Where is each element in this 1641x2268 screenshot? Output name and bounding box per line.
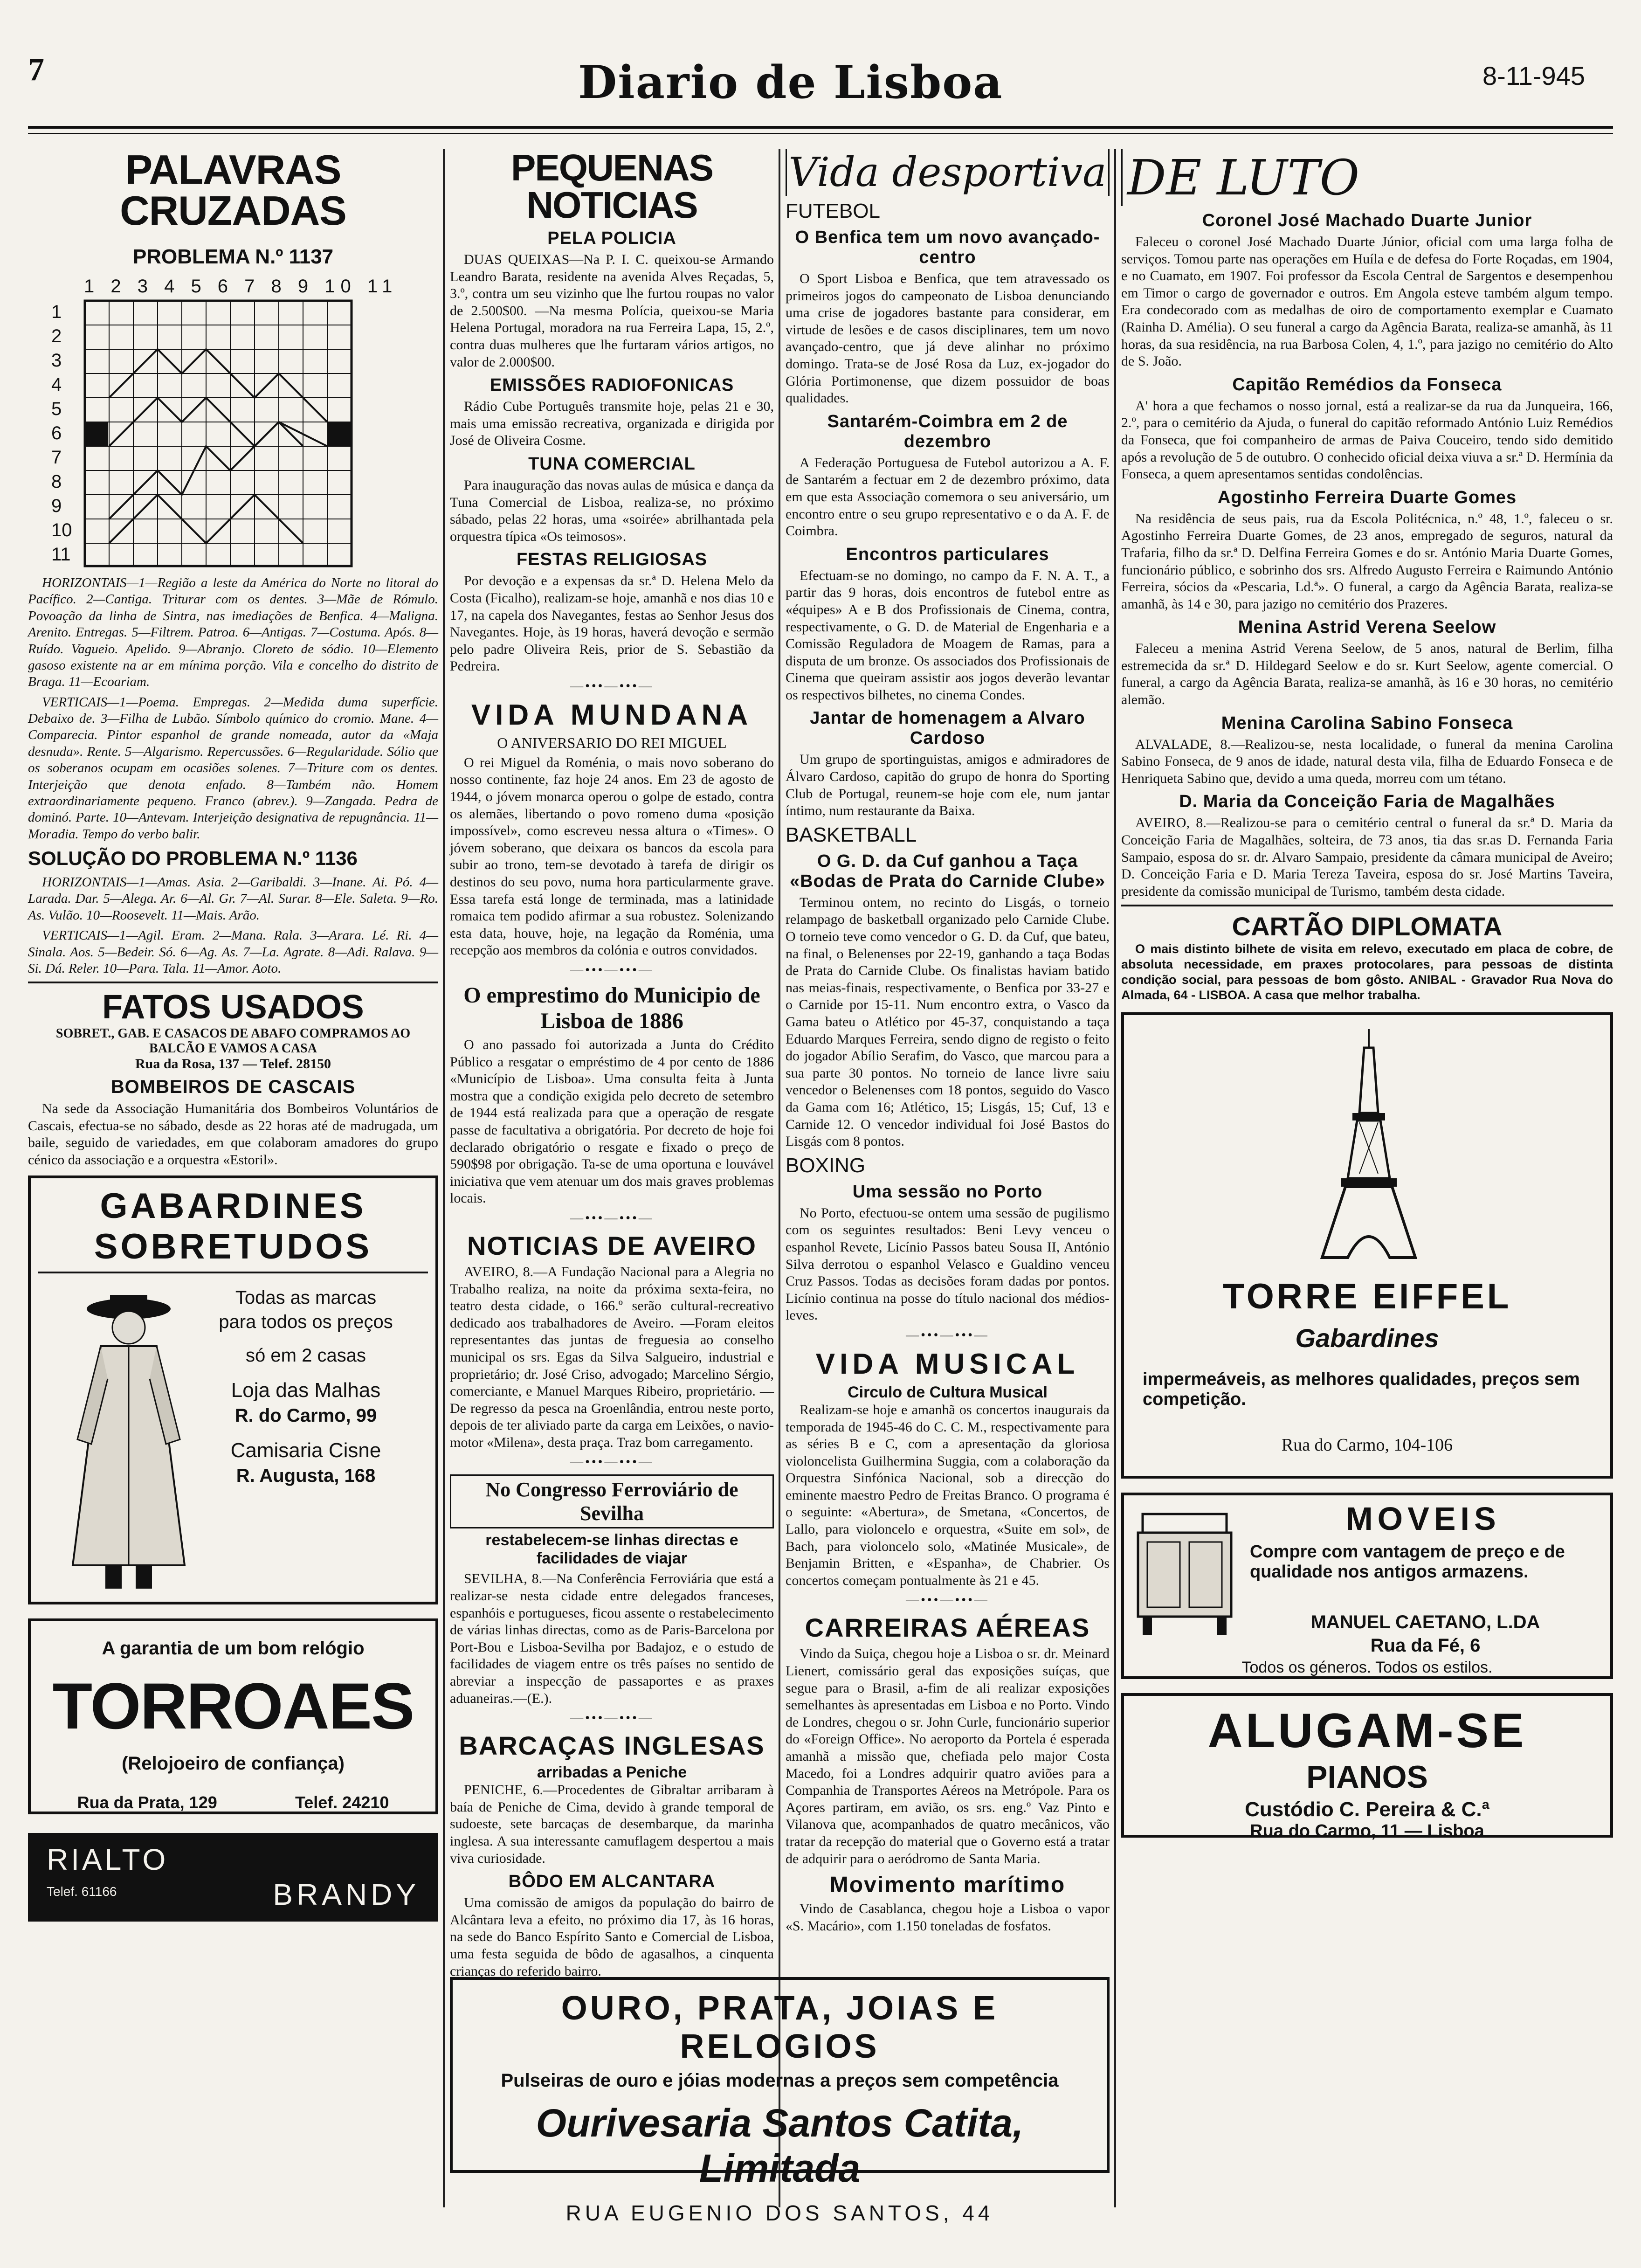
ornament-divider: —•••—•••— [570,678,654,693]
ornament-divider: —•••—•••— [906,1328,989,1342]
barcacas-subhead: arribadas a Peniche [537,1763,687,1782]
cuf-headline: O G. D. da Cuf ganhou a Taça «Bodas de Prata do Carnide Clube» [789,851,1106,891]
obituary-4-headline: Menina Astrid Verena Seelow [1238,617,1496,637]
obituary-4-body: Faleceu a menina Astrid Verena Seelow, de 5 anos, natural de Berlim, filha estremecida da sr.ª D. Hildegard Seelow e do sr. Kurt Seelow, agente comercial. O funeral, a cargo da Agência Barata, realiza-se amanhã, às 16 e 30 horas, no cemitério alemão. [1121,641,1613,708]
gabardines-text2: só em 2 casas [246,1345,366,1366]
bombeiros-headline: BOMBEIROS DE CASCAIS [110,1077,356,1098]
crossword-grid [84,300,354,568]
rialto-ad [28,1833,438,1922]
cartao-title: CARTÃO DIPLOMATA [1232,912,1503,941]
ornament-divider: —•••—•••— [570,1210,654,1225]
ourivesaria-ad [450,1977,1110,2225]
maritimo-headline: Movimento marítimo [829,1873,1066,1898]
obituary-3-headline: Agostinho Ferreira Duarte Gomes [1217,487,1517,507]
fatos-ad-address: Rua da Rosa, 137 — Telef. 28150 [135,1056,331,1072]
solution-horizontais: HORIZONTAIS—1—Amas. Asia. 2—Garibaldi. 3—Inane. Ai. Pó. 4—Larada. Dar. 5—Alega. Ar. 6—Al. Gr. 7—Al. Surar. 8—Ele. Saleta. 9—Ro. As. Vulão. 10—Roosevelt. 11—Mais. Arão. [28,875,438,923]
moveis-footer: Todos os géneros. Todos os estilos. [1241,1659,1493,1677]
gabardines-text: Todas as marcas para todos os preços [219,1287,393,1332]
bodo-headline: BÔDO EM ALCANTARA [508,1872,716,1892]
shop2-name: Camisaria Cisne [230,1438,381,1462]
ourivesaria-line4: RUA EUGENIO DOS SANTOS, 44 [565,2201,994,2225]
ornament-divider: —•••—•••— [906,1593,989,1608]
crossword-row-numbers: 1 2 3 4 5 6 7 8 9 10 11 [51,302,72,565]
column-separator [443,149,445,2207]
emprestimo-headline: O emprestimo do Municipio de Lisboa de 1886 [463,983,760,1033]
eiffel-tower-illustration [1320,1029,1418,1262]
obituary-3-body: Na residência de seus pais, rua da Escola Politécnica, n.º 48, 1.º, faleceu o sr. Agostinho Ferreira Duarte Gomes, de 23 anos, empregado de seguros, natural da Trafaria, filho da sr.ª D. Delfina Ferreira Gomes e do sr. António Maria Duarte Gomes, funcionário público, e sobrinho dos srs. Alfredo Augusto Ferreira e Raimundo António Ferreira, sócios da «Pescaria, Ld.ª». O funeral, a cargo da Agência Barata, realiza-se amanhã, às 14 e 30, para jazigo no cemitério dos Prazeres. [1121,511,1613,612]
column-de-luto [1121,149,1613,2193]
obituary-5-headline: Menina Carolina Sabino Fonseca [1221,713,1513,733]
moveis-ad [1121,1493,1613,1679]
page-number: 7 [28,52,44,88]
column-separator [1114,149,1116,2207]
congresso-subhead: restabelecem-se linhas directas e facilidades de viajar [485,1531,738,1568]
jantar-headline: Jantar de homenagem a Alvaro Cardoso [810,708,1085,748]
torroaes-phone: Telef. 24210 [295,1792,389,1812]
obituary-6-body: AVEIRO, 8.—Realizou-se para o cemitério central o funeral da sr.ª D. Maria da Conceição Faria de Magalhães, solteira, de 73 anos, tia das sr.as D. Fernanda Faria Sampaio, esposa do sr. dr. Alvaro Sampaio, presidente da câmara municipal de Aveiro; D. Conceição Faria e D. Maria Tereza Taveira, esposa do sr. José Martins Taveira, presidente da comissão municipal de Turismo, também desta cidade. [1121,815,1613,899]
rialto-brandy: BRANDY [273,1877,420,1911]
santarem-body: A Federação Portuguesa de Futebol autorizou a A. F. de Santarém a fectuar em 2 de dezembro próximo, data em que esta Associação comemora o seu aniversário, um encontro entre o seu grupo representativo e o da A. F. de Coimbra. [786,455,1110,539]
porto-body: No Porto, efectuou-se ontem uma sessão de pugilismo com os seguintes resultados: Beni Levy venceu o espanhol Revete, Licínio Passos bateu Sousa II, António Silva derrotou o espanhol Velasco e Gualdino venceu Cruz Passos. Todas as decisões foram dadas por pontos. Licínio continua na posse do título nacional dos médios-leves. [786,1205,1110,1323]
alugam-company: Custódio C. Pereira & C.ª [1245,1798,1489,1821]
porto-headline: Uma sessão no Porto [852,1182,1043,1202]
fatos-ad-title: FATOS USADOS [102,989,364,1026]
santarem-headline: Santarém-Coimbra em 2 de dezembro [827,411,1068,451]
encontros-body: Efectuam-se no domingo, no campo da F. N. A. T., a partir das 9 horas, dois encontros de futebol entre as «équipes» A e B dos Profissionais de Cinema, contra, respectivamente, o G. D. de Material de Engenharia e a Comissão Reguladora de Moagem de Ramas, para a disputa de um bronze. Os associados dos Profissionais de Cinema que queiram assistir aos jogos deverão levantar os respectivos bilhetes, no cinema Condes. [786,567,1110,703]
vida-desportiva-title: Vida desportiva [786,149,1110,196]
torroaes-address: Rua da Prata, 129 [77,1792,217,1812]
emprestimo-body: O ano passado foi autorizada a Junta do Crédito Público a resgatar o empréstimo de 4 por cento de 1886 «Município de Lisboa». Uma consulta feita à Junta mostra que a condição exigida pelo decreto de setembro de 1944 está realizada para que a operação de resgate passe de facultativa a obrigatória. Por decreto de hoje foi declarado obrigatório o resgate e fixado o preço de 590$98 por obrigação. Ta-se de uma oportuna e louvável iniciativa que vem atenuar um dos mais graves problemas locais. [450,1037,774,1206]
mundana-body: O rei Miguel da Roménia, o mais novo soberano do nosso continente, faz hoje 24 anos. Em 23 de agosto de 1944, o jóvem monarca operou o golpe de estado, contra os alemães, libertando o povo romeno duma «posição impossível», como escreveu nessa altura o «Times». O jóvem soberano, que deixara os bancos da escola para subir ao trono, tem-se devotado à tarefa de dirigir os destinos do seu povo, numa hora particularmente grave. Essa tarefa está longe de terminada, mas a latinidade romaica tem podido afirmar a sua robustez. Solenizando esta data, houve, hoje, na legação da Roménia, uma recepção aos membros da colónia e outros convidados. [450,754,774,958]
boxing-section: BOXING [786,1154,866,1177]
shop1-address: R. do Carmo, 99 [234,1405,377,1426]
obituary-2-headline: Capitão Remédios da Fonseca [1232,374,1502,394]
ourivesaria-line1: OURO, PRATA, JOIAS E RELOGIOS [561,1990,999,2065]
congresso-headline: No Congresso Ferroviário de Sevilha [450,1474,774,1528]
crossword-title: PALAVRAS CRUZADAS [120,146,346,234]
cartao-body: O mais distinto bilhete de visita em relevo, executado em placa de cobre, de absoluta necessidade, em praxes protocolares, para pessoas de distinta condição social, para pessoas de bom gôsto. ANIBAL - Gravador Rua Nova do Almada, 64 - LISBOA. A casa que melhor trabalha. [1121,942,1613,1003]
aereas-body: Vindo da Suiça, chegou hoje a Lisboa o sr. dr. Meinard Lienert, comissário geral das exposições suíças, que segue para o Brasil, a-fim de ali realizar exposições semelhantes às apresentadas em Lisboa e no Porto. Vindo de Londres, chegou o sr. John Curle, funcionário superior do «Foreign Office». No aeroporto da Portela é esperada amanhã a missão que, chefiada pelo major Costa Macedo, foi a Londres adquirir quatro aviões para a Companhia de Transportes Aéreos na Metrópole. Para os Açores partiram, em avião, os srs. eng.º Vaz Pinto e Vilanova que, acompanhados de quatro mecânicos, vão tratar da recepção do material que o Governo está a tratar de adquirir para o aeródromo de Santa Maria. [786,1646,1110,1867]
torroaes-tagline: A garantia de um bom relógio [102,1638,365,1659]
congresso-body: SEVILHA, 8.—Na Conferência Ferroviária que está a realizar-se nesta cidade entre delegados franceses, espanhóis e portugueses, ficou assente o restabelecimento de várias linhas directas, como as de Paris-Barcelona por Port-Bou e Lisboa-Sevilha por Badajoz, e o estudo de facilidades de viagem entre os três países no sentido de abreviar a inspecção de passaportes e as praxes aduaneiras.—(E.). [450,1571,774,1706]
musical-headline: VIDA MUSICAL [815,1348,1080,1380]
furniture-illustration [1133,1509,1236,1640]
tuna-body: Para inauguração das novas aulas de música e dança da Tuna Comercial de Lisboa, realiza-se, no próximo sábado, pelas 22 horas, uma «soirée» abrilhantada pela orquestra típica «Os teimosos». [450,477,774,544]
aereas-headline: CARREIRAS AÉREAS [805,1613,1090,1643]
obituary-6-headline: D. Maria da Conceição Faria de Magalhães [1179,792,1555,812]
aveiro-headline: NOTICIAS DE AVEIRO [467,1231,757,1260]
radio-body: Rádio Cube Português transmite hoje, pelas 21 e 30, mais uma emissão recreativa, organizada e dirigida por José de Oliveira Cosme. [450,399,774,449]
tuna-headline: TUNA COMERCIAL [528,454,696,474]
obituary-5-body: ALVALADE, 8.—Realizou-se, nesta localidade, o funeral da menina Carolina Sabino Fonseca, de 9 anos de idade, natural desta vila, filha de Eduardo Fonseca e de Henriqueta Sabino que, devido a uma queda, morreu com um tétano. [1121,736,1613,786]
encontros-headline: Encontros particulares [846,544,1049,564]
obituary-2-body: A' hora a que fechamos o nosso jornal, está a realizar-se da rua da Junqueira, 166, 2.º, para o cemitério da Ajuda, o funeral do capitão reformado António Luiz Remédios da Fonseca, que foi companheiro de armas de Paiva Couceiro, tendo sido demitido após a revolução de 5 de outubro. O conhecido oficial deixa viuva a sr.ª D. Hermínia da Fonseca, a quem apresentamos sentidas condolências. [1121,398,1613,482]
crossword-column-numbers: 1 2 3 4 5 6 7 8 9 10 11 [84,276,398,297]
barcacas-body: PENICHE, 6.—Procedentes de Gibraltar arribaram à baía de Peniche de Cima, devido à grande temporal de sudoeste, sete barcaças de desembarque, da marinha inglesa. A sua interessante camuflagem despertou a mais viva curiosidade. [450,1782,774,1866]
policia-headline: PELA POLICIA [547,228,676,248]
barcacas-headline: BARCAÇAS INGLESAS [459,1731,765,1761]
de-luto-title: DE LUTO [1121,149,1613,206]
torroaes-ad [28,1618,438,1814]
aveiro-body: AVEIRO, 8.—A Fundação Nacional para a Alegria no Trabalho realiza, na noite da próxima sexta-feira, no teatro desta cidade, o 166.º serão cultural-recreativo dedicado aos trabalhadores de Aveiro. —Foram eleitos representantes das juntas de freguesia ao conselho municipal os srs. Egas da Silva Salgueiro, industrial e proprietário; dr. José Criso, advogado; Marcelino Sérgio, comerciante, e Manuel Marques Ribeiro, proprietário. —De regresso da pesca na Groenlândia, entrou neste porto, depois de ter aliviado parte da carga em Leixões, o navio-motor «Milena», desta praça. Traz bom carregamento. [450,1264,774,1450]
ornament-divider: —•••—•••— [570,1711,654,1726]
policia-body: DUAS QUEIXAS—Na P. I. C. queixou-se Armando Leandro Barata, residente na avenida Alves Reçadas, 5, 3.º, contra um seu vizinho que lhe furtou roupas no valor de 2.500$00. —Na mesma Polícia, queixou-se Maria Helena Portugal, moradora na rua Ferreira Lapa, 15, 2.º, contra duas mulheres que lhe furtaram vários artigos, no valor de 2.000$00. [450,252,774,370]
eiffel-text: impermeáveis, as melhores qualidades, preços sem competição. [1143,1369,1580,1410]
torre-eiffel-ad [1121,1012,1613,1479]
festas-body: Por devoção e a expensas da sr.ª D. Helena Melo da Costa (Ficalho), realizam-se hoje, amanhã e nos dias 10 e 17, na capela dos Navegantes, festas ao Senhor Jesus dos Navegantes. Hoje, às 19 horas, haverá devoção e sermão pelo padre Oliveira Reis, prior de S. Sebastião da Pedreira. [450,573,774,674]
eiffel-title: TORRE EIFFEL [1222,1277,1512,1317]
ourivesaria-line2: Pulseiras de ouro e jóias modernas a preços sem competência [501,2070,1059,2091]
gabardines-title: GABARDINES [100,1186,366,1226]
mundana-headline: VIDA MUNDANA [471,698,753,731]
masthead-rule [28,126,1613,129]
benfica-body: O Sport Lisboa e Benfica, que tem atravessado os primeiros jogos do campeonato de Lisboa denunciando uma crise de jogadores bastante para considerar, em virtude de lesões e de casos disciplinares, tem um novo avançado-centro, que já deve alinhar no próximo domingo. Trata-se de José Rosa da Luz, ex-jogador do Glória Portimonense, que dizem possuidor de boas qualidades. [786,271,1110,406]
moveis-text: Compre com vantagem de preço e de qualidade nos antigos armazens. [1250,1542,1565,1582]
moveis-company: MANUEL CAETANO, L.DA [1310,1612,1540,1633]
musical-body: Realizam-se hoje e amanhã os concertos inaugurais da temporada de 1945-46 do C. C. M., respectivamente para as séries B e C, com a apresentação da gloriosa violoncelista Guilhermina Suggia, com a colaboração da Orquestra Sinfónica Nacional, sob a direcção do eminente maestro Pedro de Freitas Branco. O programa é o seguinte: «Abertura», de Smetana, «Concertos, de Lallo, para violoncelo e orquestra, «Suite em sol», de Bach, para violoncelo solo, «Matinée Musicale», de Benjamin Britten, e «Espanha», de Chabrier. Os concertos começam pontualmente às 21 e 45. [786,1402,1110,1588]
jantar-body: Um grupo de sportinguistas, amigos e admiradores de Álvaro Cardoso, capitão do grupo de honra do Sporting Club de Portugal, reunem-se hoje com ele, num jantar íntimo, num restaurante da Baixa. [786,752,1110,819]
man-in-coat-illustration [49,1286,208,1593]
festas-headline: FESTAS RELIGIOSAS [516,550,707,570]
rialto-name: RIALTO [47,1842,169,1876]
ornament-divider: —•••—•••— [570,1455,654,1470]
column-pequenas-noticias [450,147,774,1979]
solution-verticais: VERTICAIS—1—Agil. Eram. 2—Mana. Rala. 3—Arara. Lé. Ri. 4—Sinala. Aos. 5—Bedeir. Só. 6—Ag. As. 7—La. Agrate. 8—Adi. Ralava. 9—Si. Dá. Reler. 10—Para. Tala. 11—Amor. Aoto. [28,928,438,976]
column-vida-desportiva [786,149,1110,1970]
crossword-horizontais: HORIZONTAIS—1—Região a leste da América do Norte no litoral do Pacífico. 2—Cantiga. Triturar com os dentes. 3—Mãe de Rómulo. Povoação da linha de Sintra, nas imediações de Benfica. 4—Maligna. Arenito. Entregas. 5—Filtrem. Patroa. 6—Antigas. 7—Costuma. Após. 8—Ruído. Vagueio. Apelido. 9—Abranjo. Cloreto de sódio. 10—Elemento gasoso existente na ar em mínima porção. Vila e concelho do distrito de Braga. 11—Ecoariam. [28,575,438,690]
sobretudos-title: SOBRETUDOS [38,1226,428,1273]
masthead-rule-thin [28,133,1613,134]
torroaes-subtitle: (Relojoeiro de confiança) [122,1753,345,1774]
alugam-ad [1121,1693,1613,1841]
basketball-section: BASKETBALL [786,823,917,846]
gabardines-ad [28,1175,438,1604]
torroaes-name: TORROAES [52,1669,414,1742]
cuf-body: Terminou ontem, no recinto do Lisgás, o torneio relampago de basketball organizado pelo Carnide Clube. O torneio teve como vencedor o G. D. da Cuf, que bateu, na final, o Belenenses por 22-19, ganhando a taça Bodas de Prata do Carnide Clube. Os finalistas haviam batido nas meias-finais, respectivamente, o Benfica por 33-27 e o Carnide por 15-11. Num encontro extra, o Vasco da Gama bateu o Atlético por 45-37, conquistando a taça Eduardo Marques Ferreira, sendo digno de registo o feito do jogador Abílio Serafim, do Vasco, que marcou para a sua parte 30 pontos. No torneio de lance livre saiu vencedor o Belenenses com 18 pontos, seguido do Vasco da Gama com 16; Atlético, 15; Lisgás, 15; Cuf, 13 e Carnide 12. O vencedor individual foi José Bastos do Lisgás com 8 pontos. [786,894,1110,1149]
maritimo-body: Vindo de Casablanca, chegou hoje a Lisboa o vapor «S. Macário», com 1.150 toneladas de fosfatos. [786,1901,1110,1934]
column-separator [779,149,780,2207]
bombeiros-body: Na sede da Associação Humanitária dos Bombeiros Voluntários de Cascais, efectua-se no sábado, desde as 22 horas até de madrugada, um baile, seguido de variedades, em que colaboram amadores do grupo cénico da associação e a orquestra «Estoril». [28,1101,438,1168]
shop1-name: Loja das Malhas [231,1378,381,1402]
eiffel-subtitle: Gabardines [1295,1323,1439,1353]
alugam-address: Rua do Carmo, 11 — Lisboa [1250,1821,1484,1841]
radio-headline: EMISSÕES RADIOFONICAS [490,375,734,395]
fatos-ad-text: SOBRET., GAB. E CASACOS DE ABAFO COMPRAMOS AO BALCÃO E VAMOS A CASA [55,1026,411,1056]
shop2-address: R. Augusta, 168 [236,1466,376,1486]
ornament-divider: —•••—•••— [570,963,654,977]
newspaper-title: Diario de Lisboa [578,56,1003,109]
ourivesaria-line3: Ourivesaria Santos Catita, Limitada [536,2101,1024,2190]
column-crosswords [28,146,438,2193]
musical-subhead: Circulo de Cultura Musical [848,1383,1048,1401]
futebol-section: FUTEBOL [786,200,880,222]
obituary-1-headline: Coronel José Machado Duarte Junior [1202,211,1532,230]
alugam-title: ALUGAM-SE [1207,1704,1527,1758]
moveis-address: Rua da Fé, 6 [1370,1635,1481,1656]
obituary-1-body: Faleceu o coronel José Machado Duarte Júnior, oficial com uma larga folha de serviços. Tomou parte nas operações em Huíla e de defesa do Forte Roçadas, em 1904, e no Cuamato, em 1907. Foi professor da Escola Central de Sargentos e desempenhou em Timor o cargo de governador e outros. Em Angola esteve também algum tempo. Era condecorado com as medalhas de oiro de comportamento exemplar e Cuamato (Rainha D. Amélia). O seu funeral a cargo da Agência Barata, realiza-se amanhã, às 11 horas, da sua residência, na rua Barbosa Colen, 4, 1.º, para jazigo no cemitério do Alto de S. João. [1121,234,1613,369]
issue-date: 8-11-945 [1482,61,1585,90]
rialto-phone: Telef. 61166 [47,1884,117,1899]
eiffel-address: Rua do Carmo, 104-106 [1281,1435,1453,1455]
solution-title: SOLUÇÃO DO PROBLEMA N.º 1136 [28,847,358,869]
crossword-problem: PROBLEMA N.º 1137 [132,245,334,268]
moveis-title: MOVEIS [1345,1500,1501,1537]
alugam-subtitle: PIANOS [1306,1759,1428,1795]
mundana-subhead: O ANIVERSARIO DO REI MIGUEL [497,734,727,751]
benfica-headline: O Benfica tem um novo avançado-centro [795,228,1100,267]
bodo-body: Uma comissão de amigos da população do bairro de Alcântara leva a efeito, no próximo dia 17, às 16 horas, na sede do Banco Espírito Santo e Comercial de Lisboa, uma festa seguida de bôdo de agasalhos, a cinquenta crianças do referido bairro. [450,1895,774,1979]
pequenas-noticias-title: PEQUENAS NOTICIAS [511,147,713,226]
crossword-verticais: VERTICAIS—1—Poema. Empregas. 2—Medida duma superfície. Debaixo de. 3—Filha de Lubão. Símbolo químico do cromio. Mane. 4—Comparecia. Pintor espanhol de grande nomeada, autor da «Maja desnuda». Rente. 5—Algarismo. Repercussões. 6—Regularidade. Sólio que os soberanos ocupam em ocasiões solenes. 7—Triture com os dentes. Interjeição que denota enfado. 8—Também não. Homem extraordinariamente pequeno. Franco (abrev.). 9—Zangada. Pedra de dominó. Parte. 10—Antevam. Interjeição designativa de repugnância. 11—Moradia. Tempo do verbo balir. [28,694,438,842]
